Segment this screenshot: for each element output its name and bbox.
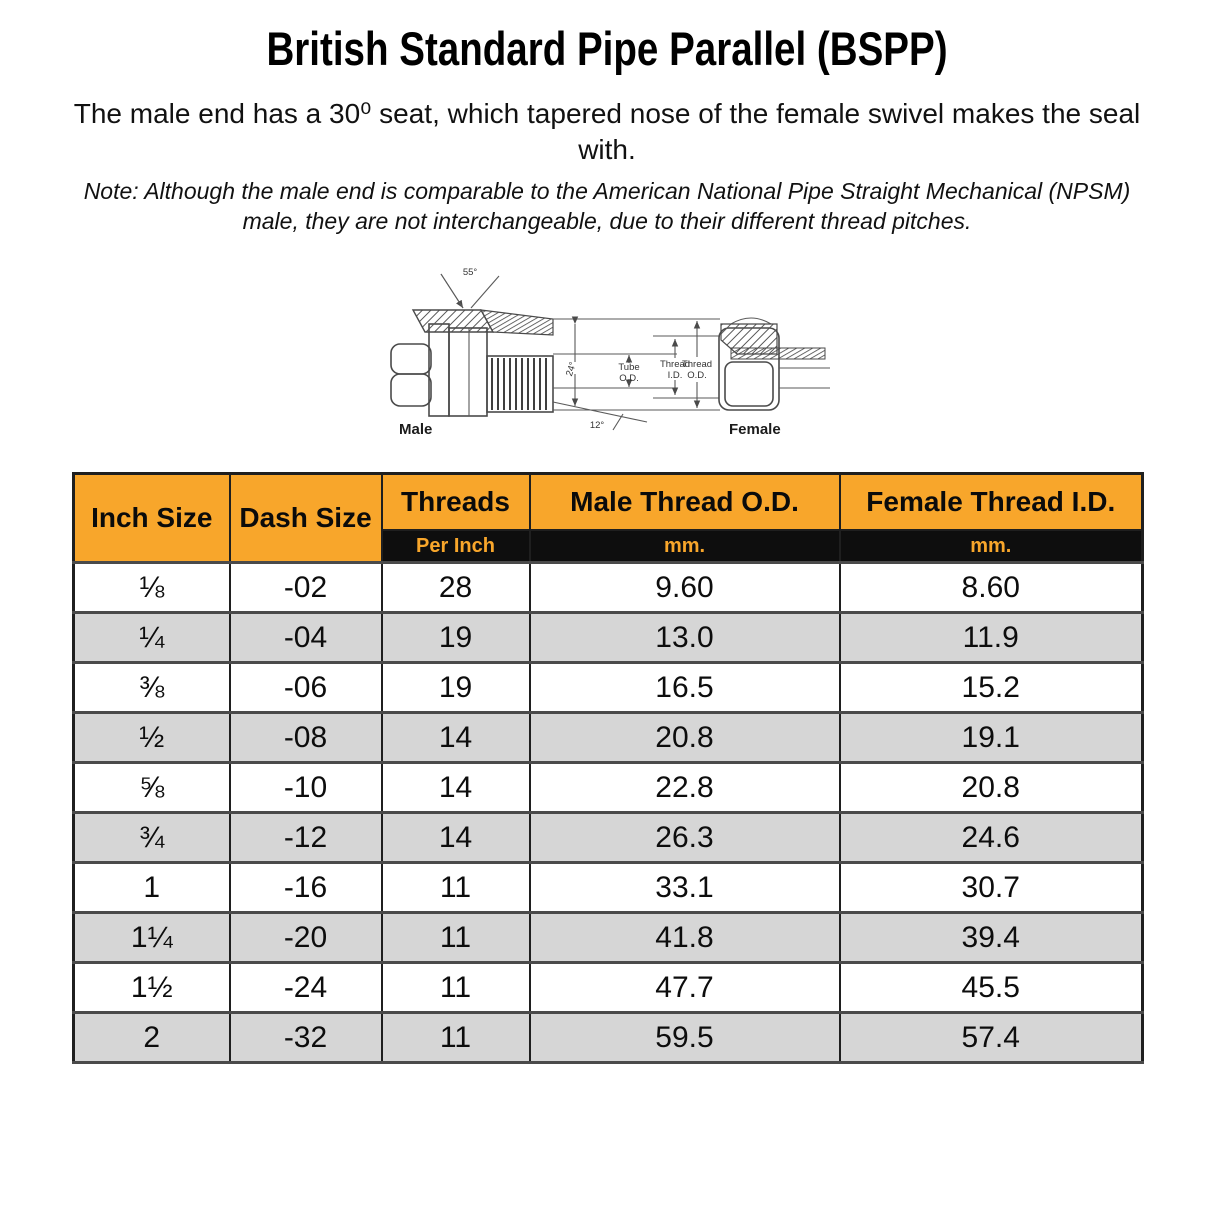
male-label: Male	[398, 421, 432, 439]
table-row	[74, 613, 1143, 663]
table-cell: 11	[382, 913, 530, 963]
table-body	[74, 563, 1143, 1063]
col-header-male-thread-od: Male Thread O.D.	[530, 474, 840, 530]
table-cell: -24	[230, 963, 382, 1013]
bspp-table	[72, 472, 1144, 1064]
table-cell: 30.7	[840, 863, 1143, 913]
subheader-male-mm: mm.	[530, 530, 840, 563]
table-cell: 11	[382, 1013, 530, 1063]
table-cell: 45.5	[840, 963, 1143, 1013]
table-cell: 11.9	[840, 613, 1143, 663]
table-cell: 15.2	[840, 663, 1143, 713]
table-cell: 9.60	[530, 563, 840, 613]
tube-od-label-2: O.D.	[618, 373, 639, 385]
page-title: British Standard Pipe Parallel (BSPP)	[266, 22, 948, 75]
female-label: Female	[728, 421, 781, 439]
table-cell: 11	[382, 863, 530, 913]
table-cell: -16	[230, 863, 382, 913]
table-row	[74, 1013, 1143, 1063]
table-cell: 11	[382, 963, 530, 1013]
table-cell: 20.8	[840, 763, 1143, 813]
table-cell: ⅝	[74, 763, 230, 813]
tube-od-label-1: Tube	[617, 362, 640, 374]
table-cell: ⅛	[74, 563, 230, 613]
table-cell: 22.8	[530, 763, 840, 813]
male-angle-24-label: 24°	[563, 361, 579, 379]
table-cell: -04	[230, 613, 382, 663]
table-row	[74, 813, 1143, 863]
table-cell: ¾	[74, 813, 230, 863]
table-row	[74, 863, 1143, 913]
table-cell: -32	[230, 1013, 382, 1063]
table-cell: 8.60	[840, 563, 1143, 613]
table-cell: -02	[230, 563, 382, 613]
table-cell: -12	[230, 813, 382, 863]
male-angle-12-label: 12°	[589, 420, 604, 432]
table-cell: 57.4	[840, 1013, 1143, 1063]
male-angle-55-label: 55°	[462, 267, 477, 279]
table-cell: 14	[382, 763, 530, 813]
table-cell: 14	[382, 713, 530, 763]
table-cell: 47.7	[530, 963, 840, 1013]
female-fitting-drawing	[653, 318, 830, 438]
table-cell: 1	[74, 863, 230, 913]
table-header	[74, 474, 1143, 563]
table-cell: 1½	[74, 963, 230, 1013]
col-header-inch-size: Inch Size	[74, 474, 230, 563]
table-cell: -20	[230, 913, 382, 963]
table-cell: -08	[230, 713, 382, 763]
table-cell: 26.3	[530, 813, 840, 863]
table-row	[74, 963, 1143, 1013]
table-row	[74, 763, 1143, 813]
table-cell: 28	[382, 563, 530, 613]
table-cell: 41.8	[530, 913, 840, 963]
col-header-female-thread-id: Female Thread I.D.	[840, 474, 1143, 530]
note-text	[0, 177, 1214, 237]
subtitle	[0, 96, 1214, 168]
table-cell: 14	[382, 813, 530, 863]
table-cell: 13.0	[530, 613, 840, 663]
table-cell: ¼	[74, 613, 230, 663]
subheader-female-mm: mm.	[840, 530, 1143, 563]
table-cell: 39.4	[840, 913, 1143, 963]
table-cell: 1¼	[74, 913, 230, 963]
subheader-per-inch: Per Inch	[382, 530, 530, 563]
table-cell: 59.5	[530, 1013, 840, 1063]
male-fitting-drawing	[391, 267, 720, 438]
thread-id-label-1: Thread	[659, 359, 690, 371]
thread-od-label-1: Thread	[681, 359, 712, 371]
col-header-dash-size: Dash Size	[230, 474, 382, 563]
table-row	[74, 663, 1143, 713]
thread-id-label-2: I.D.	[667, 370, 682, 382]
table-cell: 24.6	[840, 813, 1143, 863]
table-row	[74, 713, 1143, 763]
table-cell: 2	[74, 1013, 230, 1063]
table-cell: -10	[230, 763, 382, 813]
fitting-diagram-svg	[385, 262, 830, 440]
subtitle-line-1: The male end has a 30⁰ seat, which tapered nose of the female swivel makes the seal	[73, 98, 1141, 130]
subtitle-line-2: with.	[578, 133, 636, 165]
fitting-diagram	[0, 262, 1214, 440]
col-header-threads: Threads	[382, 474, 530, 530]
table-row	[74, 913, 1143, 963]
table-cell: 19	[382, 613, 530, 663]
table-cell: 19	[382, 663, 530, 713]
table-cell: 16.5	[530, 663, 840, 713]
table-cell: -06	[230, 663, 382, 713]
table-cell: ½	[74, 713, 230, 763]
note-line-2: male, they are not interchangeable, due to their different thread pitches.	[242, 207, 972, 234]
table-cell: 19.1	[840, 713, 1143, 763]
table-row	[74, 563, 1143, 613]
thread-od-label-2: O.D.	[686, 370, 707, 382]
note-line-1: Note: Although the male end is comparable to the American National Pipe Straight Mechanical (NPSM)	[83, 177, 1131, 204]
table-cell: 33.1	[530, 863, 840, 913]
table-cell: ⅜	[74, 663, 230, 713]
table-cell: 20.8	[530, 713, 840, 763]
